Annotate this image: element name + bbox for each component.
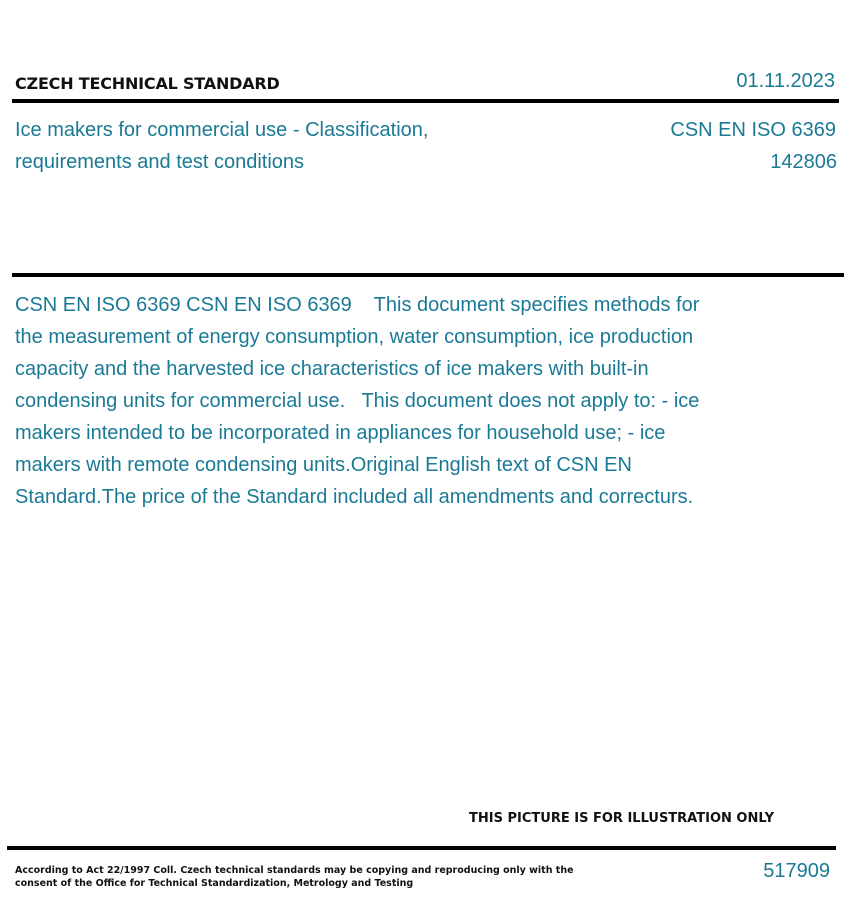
standard-catalog-number: 142806 xyxy=(770,151,837,173)
bottom-divider xyxy=(7,846,836,850)
standard-code: CSN EN ISO 6369 xyxy=(670,119,836,141)
standard-title: Ice makers for commercial use - Classification, requirements and test conditions xyxy=(15,119,429,173)
publication-date: 01.11.2023 xyxy=(736,70,835,92)
standard-description: CSN EN ISO 6369 CSN EN ISO 6369 This document specifies methods for the measurement of energy consumption, water consumption, ice production capacity and the harvested ice characteristics of ice makers with built-in condensing units for commercial use. This document does not apply to: - ice makers intended to be incorporated in appliances for household use; - ice makers with remote condensing units.Original English text of CSN EN Standard.The price of the Standard included all amendments and correcturs. xyxy=(15,294,705,508)
middle-divider xyxy=(12,273,844,277)
illustration-disclaimer: THIS PICTURE IS FOR ILLUSTRATION ONLY xyxy=(469,811,774,826)
document-type-label: CZECH TECHNICAL STANDARD xyxy=(15,74,280,93)
footer-number: 517909 xyxy=(763,860,830,882)
legal-notice: According to Act 22/1997 Coll. Czech technical standards may be copying and reproducing only with the consent of the Office for Technical Standardization, Metrology and Testing xyxy=(15,865,574,889)
top-divider xyxy=(12,99,839,103)
